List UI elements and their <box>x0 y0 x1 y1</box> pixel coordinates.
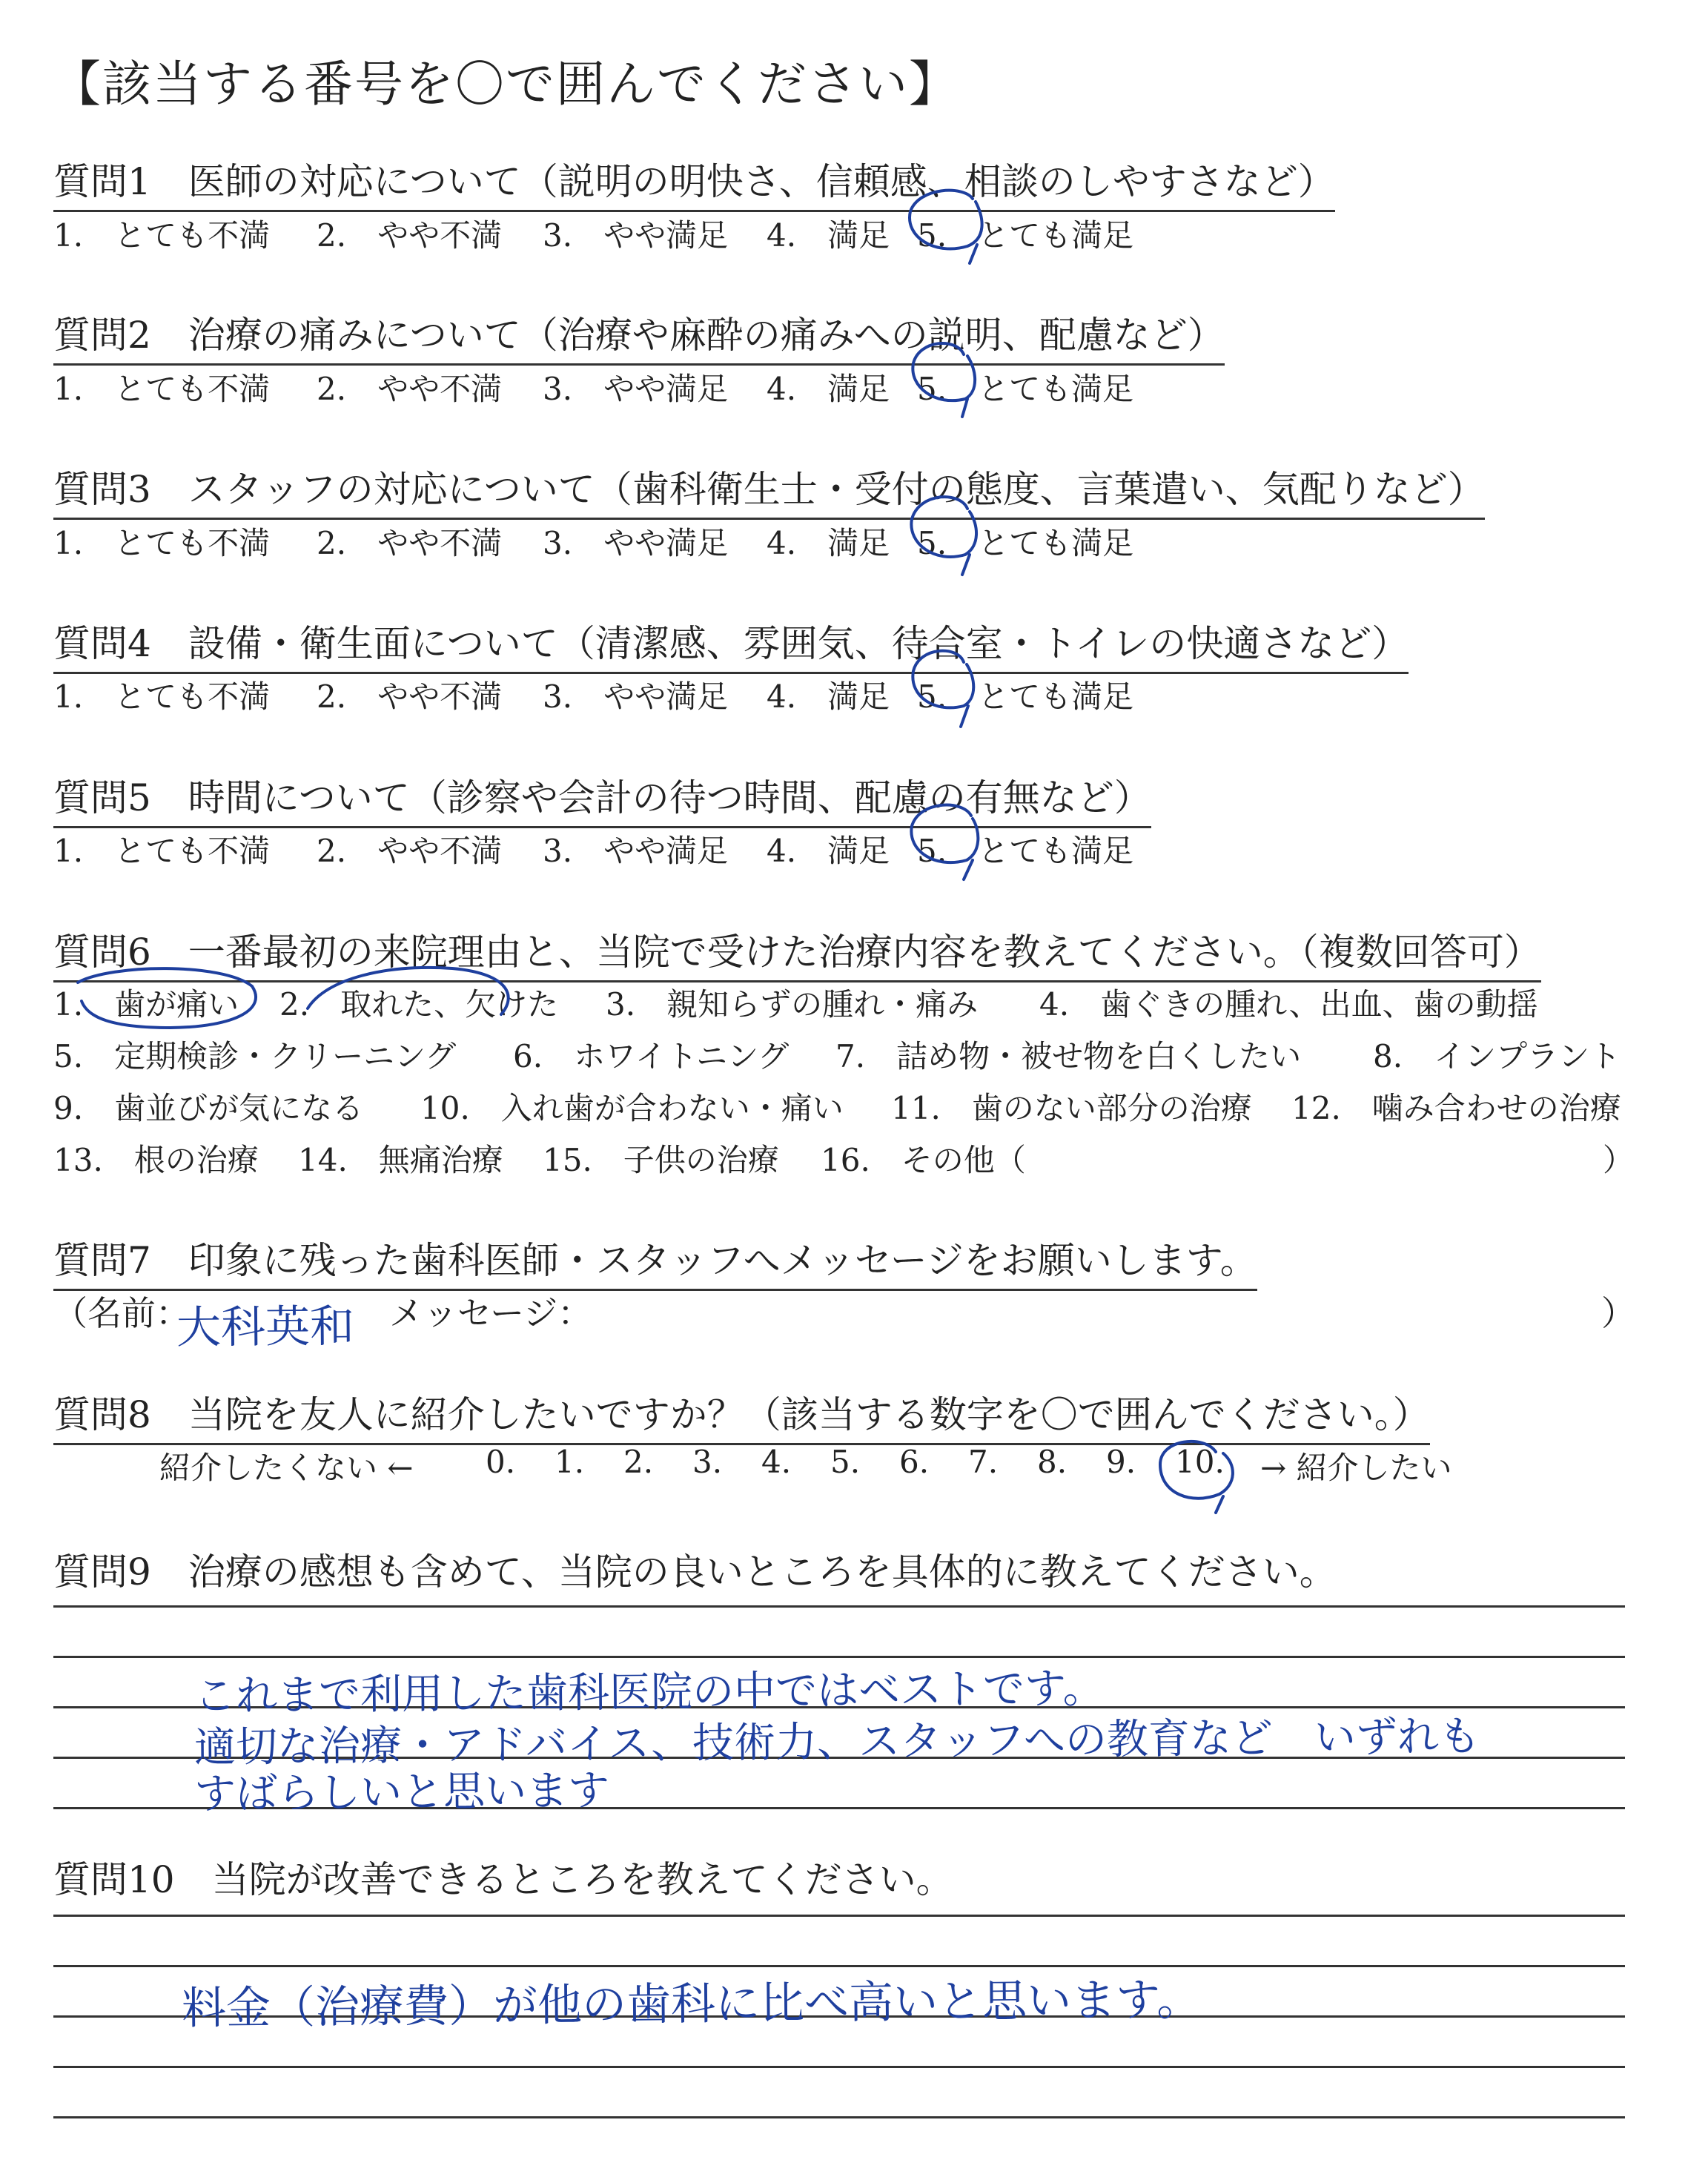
question-1-label: 質問1 医師の対応について（説明の明快さ、信頼感、相談のしやすさなど） <box>53 152 1335 212</box>
option-5[interactable]: 5. とても満足 <box>917 678 1134 715</box>
answer-circle-q1 <box>910 191 982 263</box>
scale-left-label: 紹介したくない ← <box>159 1450 414 1486</box>
option-4[interactable]: 4. 満足 <box>767 217 890 254</box>
answer-circle-q2 <box>913 343 975 417</box>
scale-9[interactable]: 9. <box>1106 1444 1136 1480</box>
scale-4[interactable]: 4. <box>761 1444 792 1480</box>
option-2[interactable]: 2. やや不満 <box>317 678 503 715</box>
handwritten-answer-line-3: すばらしいと思います <box>193 1766 610 1819</box>
option-12[interactable]: 12. 噛み合わせの治療 <box>1291 1090 1621 1126</box>
option-5[interactable]: 5. とても満足 <box>917 833 1134 869</box>
option-3[interactable]: 3. やや満足 <box>543 371 729 407</box>
question-3-label: 質問3 スタッフの対応について（歯科衛生士・受付の態度、言葉遣い、気配りなど） <box>53 460 1485 520</box>
answer-circle-q3 <box>911 497 976 575</box>
option-3[interactable]: 3. やや満足 <box>543 833 729 869</box>
message-close-paren: ） <box>1601 1293 1635 1333</box>
question-4-label: 質問4 設備・衛生面について（清潔感、雰囲気、待合室・トイレの快適さなど） <box>53 614 1409 674</box>
option-1[interactable]: 1. とても不満 <box>53 678 271 715</box>
question-2-label: 質問2 治療の痛みについて（治療や麻酔の痛みへの説明、配慮など） <box>53 305 1225 366</box>
option-5[interactable]: 5. とても満足 <box>917 525 1134 561</box>
option-3[interactable]: 3. 親知らずの腫れ・痛み <box>606 986 979 1023</box>
scale-right-label: → 紹介したい <box>1260 1450 1452 1486</box>
handwritten-name: 大科英和 <box>176 1300 355 1355</box>
page-title: 【該当する番号を〇で囲んでください】 <box>52 56 959 113</box>
option-4[interactable]: 4. 満足 <box>767 525 890 561</box>
name-label: （名前： <box>53 1293 190 1333</box>
handwritten-answer-line-1: これまで利用した歯科医院の中ではベストです。 <box>193 1664 1105 1721</box>
scale-1[interactable]: 1. <box>555 1444 585 1480</box>
handwritten-answer-line-2: 適切な治療・アドバイス、技術力、スタッフへの教育など いずれも <box>193 1712 1481 1772</box>
option-2[interactable]: 2. やや不満 <box>317 371 503 407</box>
option-1[interactable]: 1. とても不満 <box>53 833 271 869</box>
option-8[interactable]: 8. インプラント <box>1373 1038 1621 1074</box>
option-3[interactable]: 3. やや満足 <box>543 678 729 715</box>
option-10[interactable]: 10. 入れ歯が合わない・痛い <box>420 1090 844 1126</box>
option-2[interactable]: 2. 取れた、欠けた <box>279 986 559 1023</box>
option-15[interactable]: 15. 子供の治療 <box>543 1142 779 1178</box>
option-1[interactable]: 1. とても不満 <box>53 371 271 407</box>
option-2[interactable]: 2. やや不満 <box>317 833 503 869</box>
scale-5[interactable]: 5. <box>830 1444 861 1480</box>
option-9[interactable]: 9. 歯並びが気になる <box>53 1090 364 1126</box>
answer-circle-q6-option-1 <box>78 968 256 1028</box>
scale-2[interactable]: 2. <box>623 1444 654 1480</box>
option-6[interactable]: 6. ホワイトニング <box>513 1038 790 1074</box>
option-7[interactable]: 7. 詰め物・被せ物を白くしたい <box>835 1038 1302 1074</box>
scale-10[interactable]: 10. <box>1175 1444 1225 1480</box>
other-close-paren: ） <box>1603 1142 1635 1178</box>
option-2[interactable]: 2. やや不満 <box>317 525 503 561</box>
option-4[interactable]: 4. 満足 <box>767 833 890 869</box>
scale-3[interactable]: 3. <box>692 1444 723 1480</box>
option-1[interactable]: 1. とても不満 <box>53 217 271 254</box>
option-5[interactable]: 5. 定期検診・クリーニング <box>53 1038 457 1074</box>
scale-7[interactable]: 7. <box>968 1444 999 1480</box>
message-label: メッセージ： <box>389 1293 592 1333</box>
option-2[interactable]: 2. やや不満 <box>317 217 503 254</box>
answer-circle-q8-10 <box>1160 1441 1233 1513</box>
question-8-label: 質問8 当院を友人に紹介したいですか？（該当する数字を〇で囲んでください。） <box>53 1385 1430 1445</box>
question-9-label: 質問9 治療の感想も含めて、当院の良いところを具体的に教えてください。 <box>53 1550 1337 1593</box>
scale-6[interactable]: 6. <box>899 1444 930 1480</box>
question-10-label: 質問10 当院が改善できるところを教えてください。 <box>53 1858 953 1901</box>
scale-8[interactable]: 8. <box>1037 1444 1068 1480</box>
answer-circle-q5 <box>911 805 978 879</box>
question-7-label: 質問7 印象に残った歯科医師・スタッフへメッセージをお願いします。 <box>53 1231 1257 1291</box>
option-4[interactable]: 4. 満足 <box>767 371 890 407</box>
scale-0[interactable]: 0. <box>486 1444 516 1480</box>
handwritten-improvement: 料金（治療費）が他の歯科に比べ高いと思います。 <box>181 1974 1202 2035</box>
option-1[interactable]: 1. とても不満 <box>53 525 271 561</box>
option-5[interactable]: 5. とても満足 <box>917 217 1134 254</box>
option-3[interactable]: 3. やや満足 <box>543 217 729 254</box>
question-6-label: 質問6 一番最初の来院理由と、当院で受けた治療内容を教えてください。（複数回答可） <box>53 922 1541 982</box>
answer-circle-q6-option-2 <box>308 968 509 1014</box>
option-16[interactable]: 16. その他（ <box>821 1142 1026 1178</box>
answer-circle-q4 <box>913 651 973 727</box>
option-13[interactable]: 13. 根の治療 <box>53 1142 259 1178</box>
option-4[interactable]: 4. 歯ぐきの腫れ、出血、歯の動揺 <box>1039 986 1538 1023</box>
option-11[interactable]: 11. 歯のない部分の治療 <box>891 1090 1252 1126</box>
option-3[interactable]: 3. やや満足 <box>543 525 729 561</box>
option-1[interactable]: 1. 歯が痛い <box>53 986 239 1023</box>
option-14[interactable]: 14. 無痛治療 <box>298 1142 503 1178</box>
option-4[interactable]: 4. 満足 <box>767 678 890 715</box>
question-5-label: 質問5 時間について（診察や会計の待つ時間、配慮の有無など） <box>53 768 1151 828</box>
option-5[interactable]: 5. とても満足 <box>917 371 1134 407</box>
